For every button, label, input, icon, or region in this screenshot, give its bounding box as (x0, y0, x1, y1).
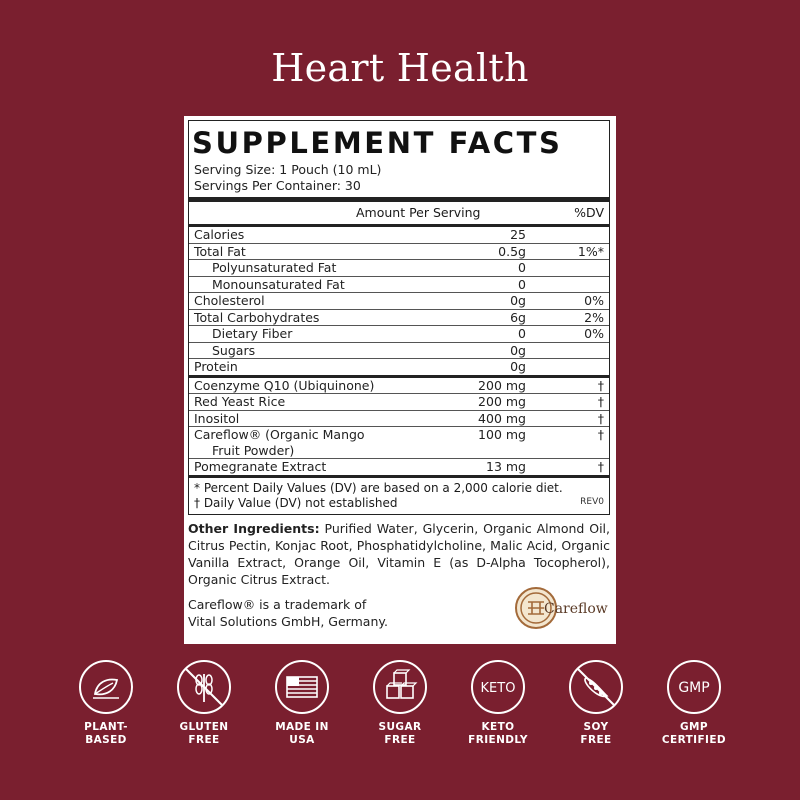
badge-sugar-free (354, 658, 446, 758)
table-row (189, 309, 609, 326)
footnote-dagger: † Daily Value (DV) not established (194, 495, 398, 510)
ingredient-name: Inositol (194, 410, 240, 426)
ingredient-name: Coenzyme Q10 (Ubiquinone) (194, 377, 375, 393)
wheat-crossed-icon (175, 658, 233, 716)
keto-icon-text: KETO (480, 681, 516, 696)
ingredient-dv: † (597, 459, 604, 474)
active-ingredients-table (189, 378, 609, 475)
ingredient-name-continued: Fruit Powder) (212, 442, 295, 458)
badge-soy-free (550, 658, 642, 758)
ingredient-dv: † (597, 377, 604, 393)
other-ingredients-text: Purified Water, Glycerin, Organic Almond Oil, Citrus Pectin, Konjac Root, Phosphatidylcholine, Malic Acid, Organic Vanilla Extract, Orange Oil, Vitamin E (as D-Alpha Tocopherol), Organic Citrus Extract. (188, 521, 610, 587)
other-ingredients (188, 520, 610, 588)
footnotes (189, 478, 609, 514)
badge-label: SOY FREE (580, 721, 612, 746)
amount-header: Amount Per Serving (356, 205, 481, 220)
nutrient-name: Monounsaturated Fat (212, 276, 345, 292)
nutrient-dv: 1%* (577, 243, 604, 259)
table-row (189, 243, 609, 260)
nutrient-name: Total Fat (194, 243, 246, 259)
nutrient-name: Total Carbohydrates (194, 309, 320, 325)
badge-label: PLANT- BASED (84, 721, 128, 746)
trademark-line-1: Careflow® is a trademark of (188, 597, 367, 612)
nutrient-amount: 0 (518, 276, 526, 292)
table-row (189, 393, 609, 410)
badge-keto-friendly (452, 658, 544, 758)
ingredient-name: Pomegranate Extract (194, 459, 327, 474)
label-panel (184, 116, 616, 644)
ingredient-amount: 200 mg (478, 394, 526, 409)
nutrient-amount: 0 (518, 326, 526, 341)
nutrient-amount: 0.5g (498, 243, 526, 259)
nutrient-name: Dietary Fiber (212, 326, 293, 341)
nutrient-dv (526, 277, 604, 293)
usa-flag-icon (273, 658, 331, 716)
sugar-cubes-icon (371, 658, 429, 716)
table-row (189, 458, 609, 475)
table-row (189, 426, 609, 458)
ingredient-name-block (194, 427, 434, 458)
table-row (189, 410, 609, 427)
table-row (189, 292, 609, 309)
trademark-line-2: Vital Solutions GmbH, Germany. (188, 614, 388, 629)
ingredient-amount: 13 mg (486, 459, 526, 474)
badge-gmp-certified (648, 658, 740, 758)
nutrient-name: Sugars (212, 342, 256, 358)
revision-code: REV0 (580, 496, 604, 507)
nutrient-amount: 25 (510, 227, 526, 242)
other-ingredients-label: Other Ingredients: (188, 521, 320, 536)
badge-row (60, 658, 740, 758)
nutrient-amount: 6g (510, 309, 526, 325)
page-title: Heart Health (271, 46, 529, 90)
nutrient-dv: 0% (584, 326, 604, 341)
nutrient-dv: 2% (584, 309, 604, 325)
nutrient-table (189, 227, 609, 375)
table-row (189, 358, 609, 375)
servings-per-container: Servings Per Container: 30 (194, 178, 361, 193)
footnote-dv: * Percent Daily Values (DV) are based on a 2,000 calorie diet. (194, 480, 563, 495)
trademark-note (188, 596, 448, 630)
ingredient-dv: † (597, 394, 604, 409)
dv-header: %DV (574, 205, 604, 220)
nutrient-dv (526, 227, 604, 243)
ingredient-dv: † (597, 427, 604, 442)
badge-gluten-free (158, 658, 250, 758)
gmp-icon (665, 658, 723, 716)
nutrient-amount: 0g (510, 359, 526, 374)
badge-label: GLUTEN FREE (179, 721, 229, 746)
ingredient-amount: 400 mg (478, 410, 526, 426)
badge-made-in-usa (256, 658, 348, 758)
nutrient-dv: 0% (584, 293, 604, 308)
table-row (189, 378, 609, 394)
ingredient-amount: 100 mg (478, 427, 526, 442)
logo-text: Careflow (544, 601, 608, 617)
nutrient-name: Cholesterol (194, 293, 265, 308)
nutrient-name: Calories (194, 227, 245, 242)
badge-label: KETO FRIENDLY (468, 721, 528, 746)
nutrient-amount: 0 (518, 260, 526, 275)
nutrient-dv (526, 343, 604, 359)
badge-label: SUGAR FREE (378, 721, 422, 746)
nutrient-dv (526, 260, 604, 276)
ingredient-name: Careflow® (Organic Mango (194, 427, 365, 442)
facts-heading: SUPPLEMENT FACTS (192, 126, 563, 160)
badge-label: GMP CERTIFIED (661, 721, 727, 746)
nutrient-amount: 0g (510, 293, 526, 308)
gmp-icon-text: GMP (678, 680, 710, 696)
careflow-logo (514, 586, 614, 630)
badge-plant-based (60, 658, 152, 758)
supplement-facts-box (188, 120, 610, 515)
nutrient-amount: 0g (510, 342, 526, 358)
table-row (189, 342, 609, 359)
leaf-icon (77, 658, 135, 716)
soy-crossed-icon (567, 658, 625, 716)
nutrient-name: Protein (194, 359, 238, 374)
ingredient-name: Red Yeast Rice (194, 394, 286, 409)
keto-icon (469, 658, 527, 716)
serving-size: Serving Size: 1 Pouch (10 mL) (194, 162, 382, 177)
serving-info (189, 161, 609, 197)
table-row (189, 259, 609, 276)
table-row (189, 325, 609, 342)
table-row (189, 227, 609, 243)
ingredient-amount: 200 mg (478, 377, 526, 393)
nutrient-dv (526, 359, 604, 375)
column-headers (189, 202, 609, 224)
table-row (189, 276, 609, 293)
nutrient-name: Polyunsaturated Fat (212, 260, 337, 275)
ingredient-dv: † (597, 410, 604, 426)
badge-label: MADE IN USA (275, 721, 329, 746)
